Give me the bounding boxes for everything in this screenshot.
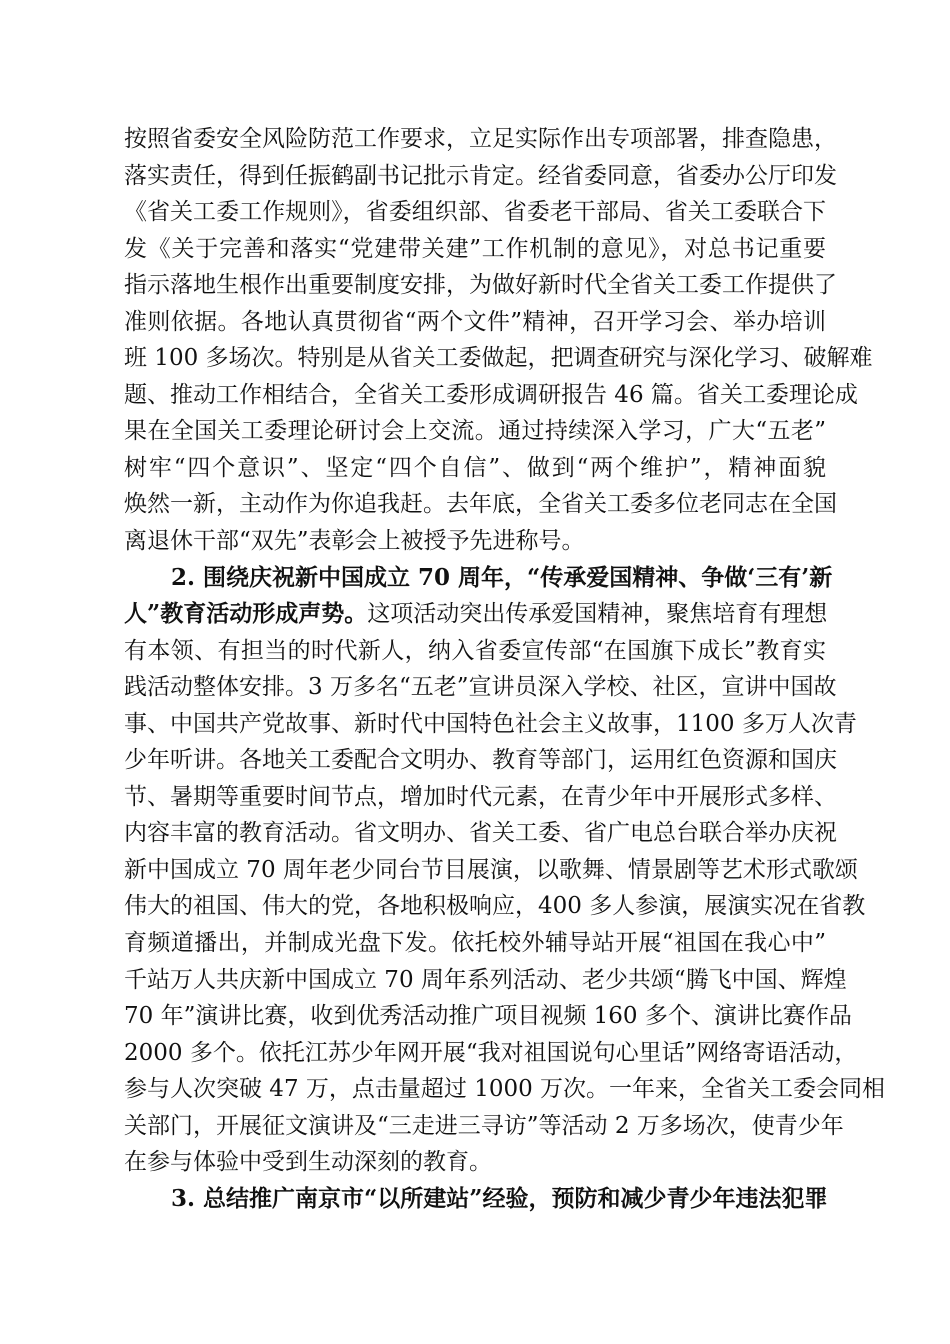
paragraph-text: 在参与体验中受到生动深刻的教育。 <box>124 1149 492 1176</box>
text-line <box>124 194 826 231</box>
paragraph-text: 《省关工委工作规则》，省委组织部、省委老干部局、省关工委联合下 <box>124 199 826 226</box>
bold-heading-text: 2. 围绕庆祝新中国成立 70 周年，“传承爱国精神、争做‘三有’新 <box>171 563 833 591</box>
text-line <box>124 779 837 816</box>
paragraph-text: 离退休干部“双先”表彰会上被授予先进称号。 <box>124 528 585 555</box>
document-body <box>124 121 886 1217</box>
text-line <box>124 815 837 852</box>
text-line <box>124 158 837 195</box>
text-line <box>124 231 826 268</box>
paragraph-text: 题、推动工作相结合，全省关工委形成调研报告 46 篇。省关工委理论成 <box>124 381 858 408</box>
paragraph-text: 发《关于完善和落实“党建带关建”工作机制的意见》，对总书记重要 <box>124 235 826 262</box>
bold-heading-text: 人”教育活动形成声势。 <box>124 600 368 628</box>
heading-line <box>124 560 833 597</box>
text-line <box>124 121 837 158</box>
paragraph-text: 这项活动突出传承爱国精神，聚焦培育有理想 <box>367 601 828 628</box>
text-line <box>124 450 826 487</box>
paragraph-text: 落实责任，得到任振鹤副书记批示肯定。经省委同意，省委办公厅印发 <box>124 162 837 189</box>
paragraph-text: 伟大的祖国、伟大的党，各地积极响应，400 多人参演，展演实况在省教 <box>124 893 866 920</box>
text-line <box>124 998 852 1035</box>
paragraph-text: 育频道播出，并制成光盘下发。依托校外辅导站开展“祖国在我心中” <box>124 930 826 957</box>
text-line <box>124 633 826 670</box>
bold-heading-text: 3. 总结推广南京市“以所建站”经验，预防和减少青少年违法犯罪 <box>171 1184 828 1212</box>
paragraph-text: 节、暑期等重要时间节点，增加时代元素，在青少年中开展形式多样、 <box>124 783 837 810</box>
paragraph-text: 班 100 多场次。特别是从省关工委做起，把调查研究与深化学习、破解难 <box>124 345 873 372</box>
paragraph-text: 内容丰富的教育活动。省文明办、省关工委、省广电总台联合举办庆祝 <box>124 820 837 847</box>
text-line <box>124 413 826 450</box>
text-line <box>124 852 858 889</box>
paragraph-text: 千站万人共庆新中国成立 70 周年系列活动、老少共颂“腾飞中国、辉煌 <box>124 966 847 993</box>
text-line <box>124 1144 826 1181</box>
paragraph-text: 新中国成立 70 周年老少同台节目展演，以歌舞、情景剧等艺术形式歌颂 <box>124 856 858 883</box>
text-line <box>124 523 826 560</box>
text-line <box>124 706 857 743</box>
paragraph-text: 树牢“四个意识”、坚定“四个自信”、做到“两个维护”，精神面貌 <box>124 454 826 481</box>
paragraph-text: 焕然一新，主动作为你追我赶。去年底，全省关工委多位老同志在全国 <box>124 491 837 518</box>
paragraph-text: 指示落地生根作出重要制度安排，为做好新时代全省关工委工作提供了 <box>124 272 837 299</box>
text-line <box>124 962 847 999</box>
heading-line <box>124 1181 826 1218</box>
text-line <box>124 486 837 523</box>
text-line <box>124 888 866 925</box>
paragraph-text: 事、中国共产党故事、新时代中国特色社会主义故事，1100 多万人次青 <box>124 710 857 737</box>
paragraph-text: 践活动整体安排。3 万多名“五老”宣讲员深入学校、社区，宣讲中国故 <box>124 674 837 701</box>
paragraph-text: 按照省委安全风险防范工作要求，立足实际作出专项部署，排查隐患， <box>124 126 837 152</box>
text-line <box>124 669 837 706</box>
text-line <box>124 742 837 779</box>
paragraph-text: 参与人次突破 47 万，点击量超过 1000 万次。一年来，全省关工委会同相 <box>124 1076 886 1103</box>
paragraph-text: 准则依据。各地认真贯彻省“两个文件”精神，召开学习会、举办培训 <box>124 308 826 335</box>
text-line <box>124 1108 844 1145</box>
paragraph-text: 有本领、有担当的时代新人，纳入省委宣传部“在国旗下成长”教育实 <box>124 637 826 664</box>
paragraph-text: 70 年”演讲比赛，收到优秀活动推广项目视频 160 多个、演讲比赛作品 <box>124 1003 852 1030</box>
text-line <box>124 1035 858 1072</box>
paragraph-text: 少年听讲。各地关工委配合文明办、教育等部门，运用红色资源和国庆 <box>124 747 837 774</box>
text-line <box>124 377 858 414</box>
paragraph-text: 果在全国关工委理论研讨会上交流。通过持续深入学习，广大“五老” <box>124 418 826 445</box>
text-line <box>124 340 873 377</box>
paragraph-text: 关部门，开展征文演讲及“三走进三寻访”等活动 2 万多场次，使青少年 <box>124 1112 844 1139</box>
text-line <box>124 1071 886 1108</box>
text-line <box>124 925 826 962</box>
text-line <box>124 267 837 304</box>
text-line <box>124 304 826 341</box>
heading-line <box>124 596 826 633</box>
paragraph-text: 2000 多个。依托江苏少年网开展“我对祖国说句心里话”网络寄语活动， <box>124 1039 858 1066</box>
